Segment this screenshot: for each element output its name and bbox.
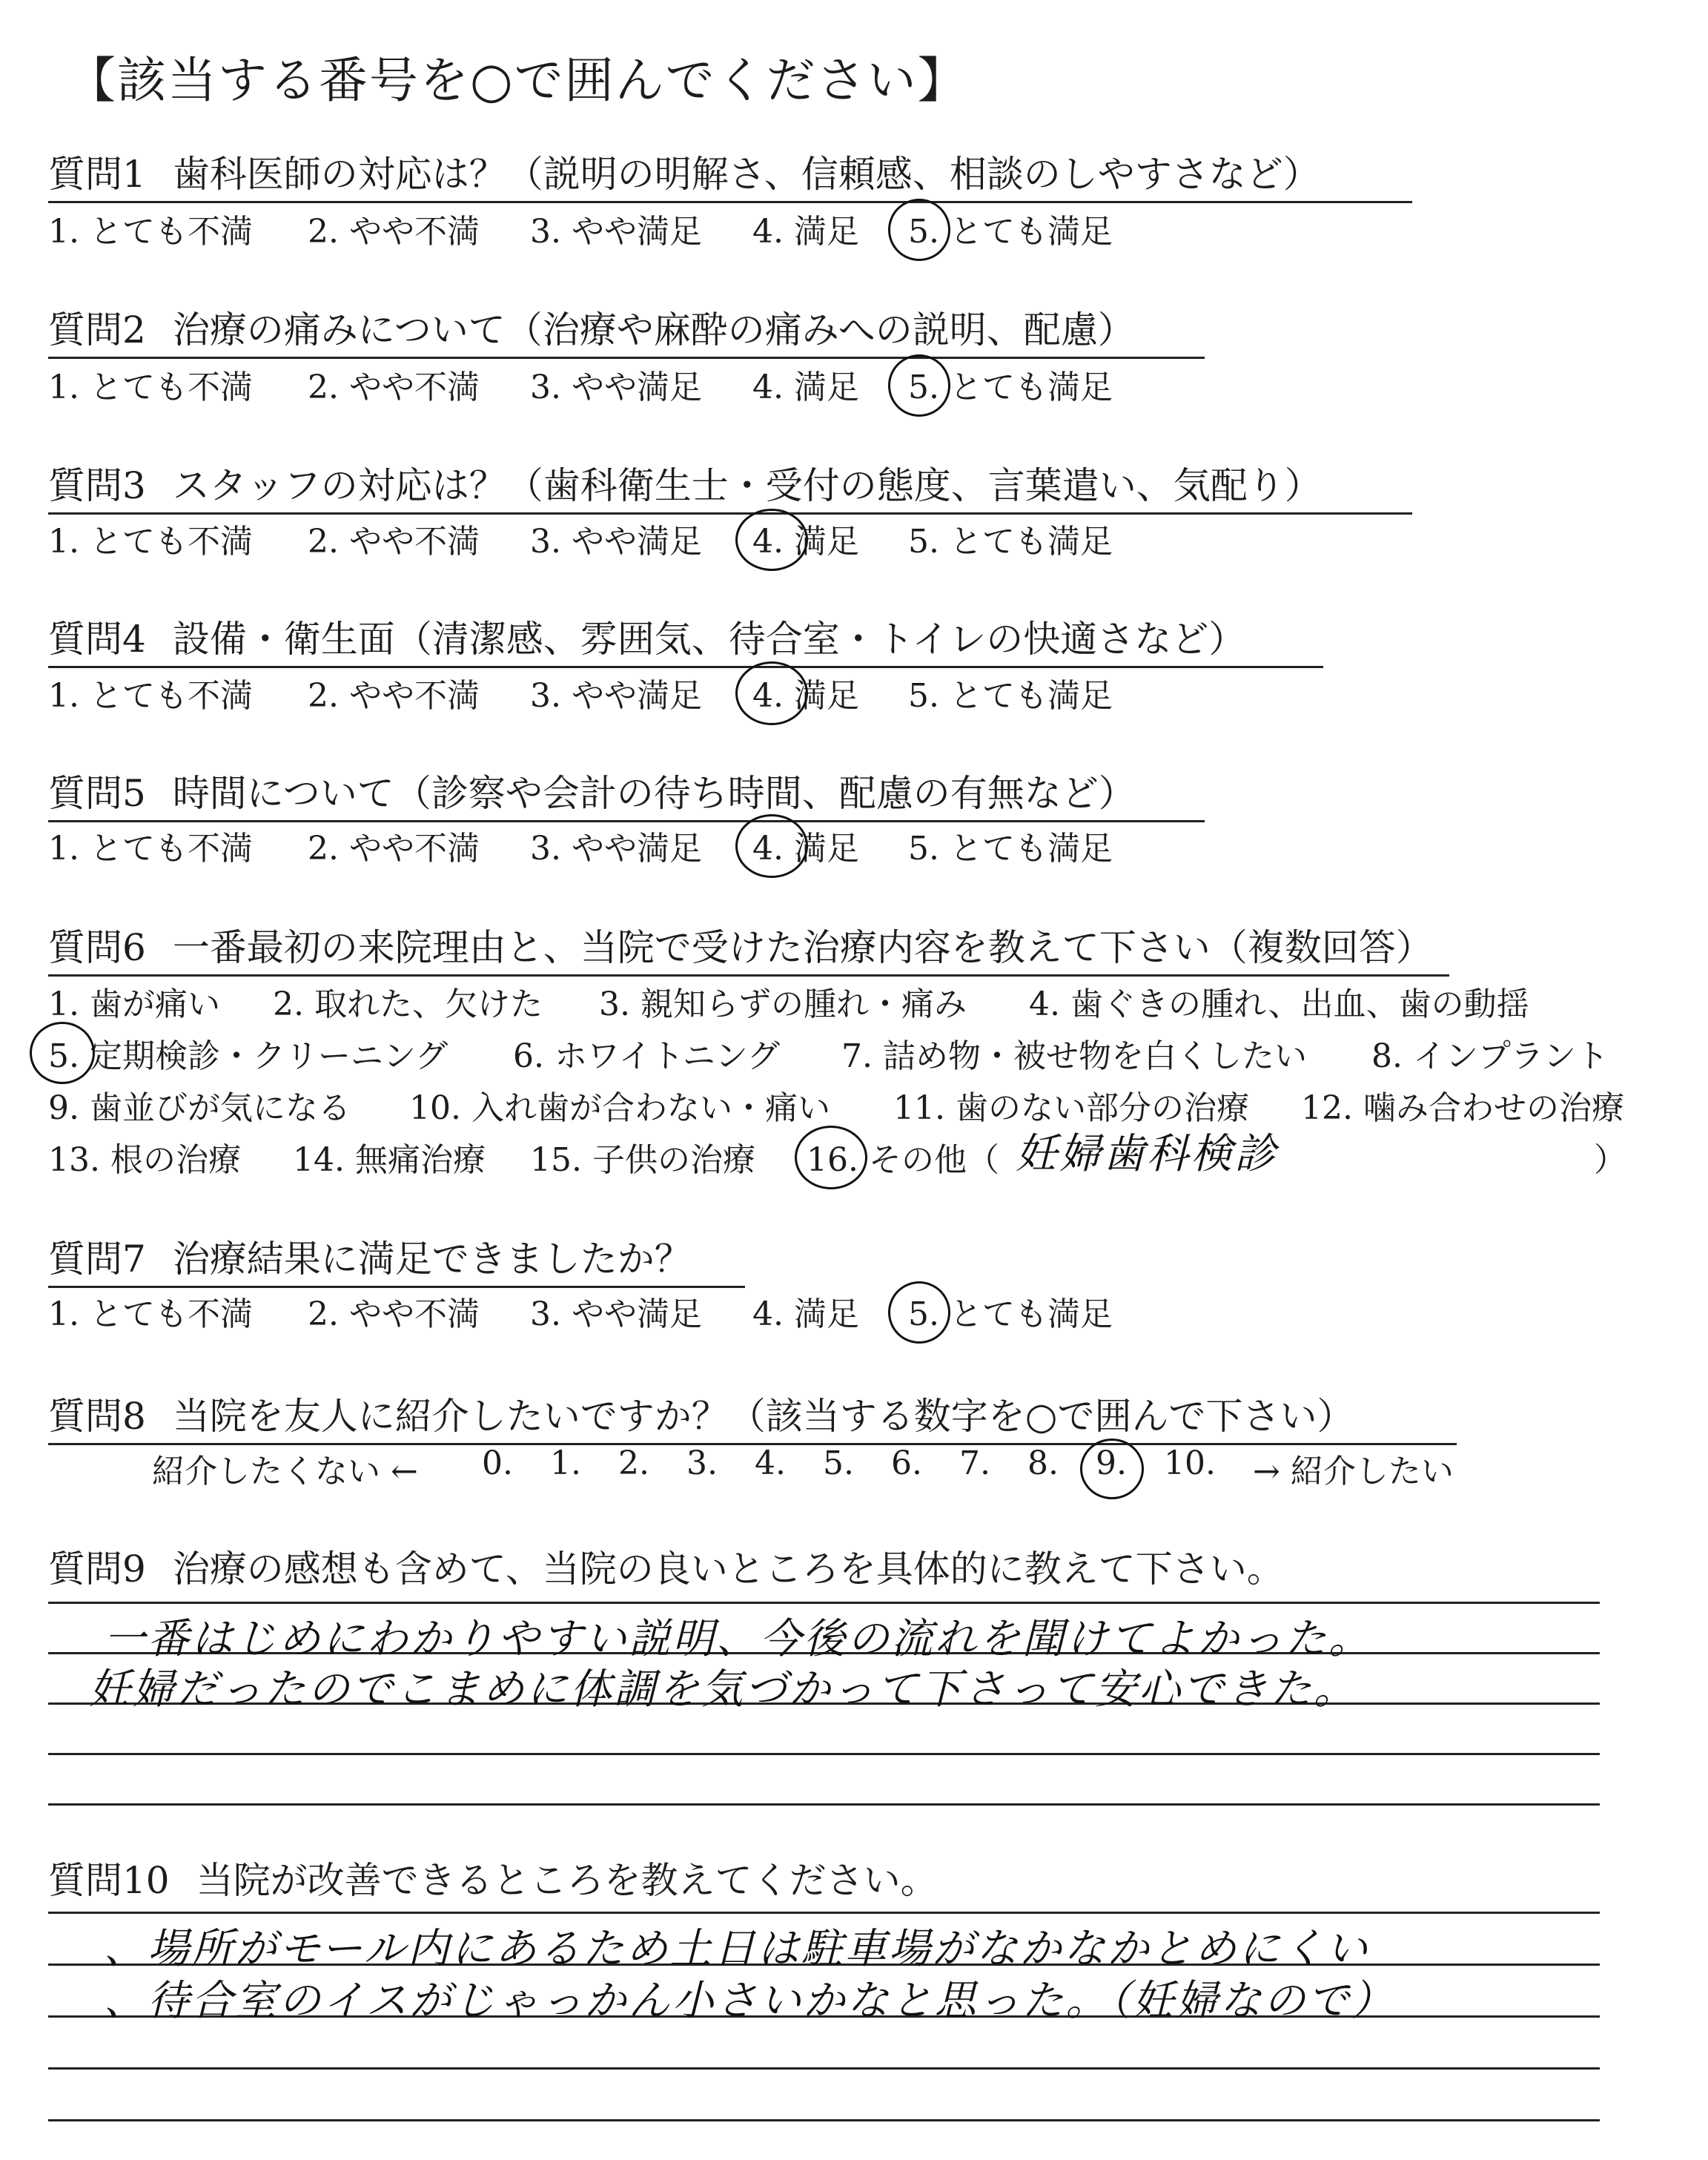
q8-scale-5[interactable]: 5. [823,1444,854,1482]
page-title: 【該当する番号を○で囲んでください】 [67,52,968,109]
q6-option-15[interactable]: 15. 子供の治療 [530,1141,755,1179]
q3-option-4[interactable]: 4. 満足 [752,523,859,561]
q7-option-1[interactable]: 1. とても不満 [48,1295,253,1333]
q6-option-6[interactable]: 6. ホワイトニング [513,1037,781,1075]
q7-option-2[interactable]: 2. やや不満 [308,1295,480,1333]
q5-option-4[interactable]: 4. 満足 [752,830,859,868]
question-7-text: 治療結果に満足できましたか？ [172,1238,692,1281]
question-3-text: スタッフの対応は？（歯科衛生士・受付の態度、言葉遣い、気配り） [172,464,1322,507]
question-8-label: 質問8 [48,1395,146,1438]
q3-option-2[interactable]: 2. やや不満 [308,523,480,561]
q1-option-5[interactable]: 5. とても満足 [908,213,1113,251]
q2-option-3[interactable]: 3. やや満足 [530,369,702,406]
q2-option-1[interactable]: 1. とても不満 [48,369,253,406]
q3-option-3[interactable]: 3. やや満足 [530,523,702,561]
q4-option-2[interactable]: 2. やや不満 [308,677,480,715]
question-7-label: 質問7 [48,1238,146,1281]
question-9-label: 質問9 [48,1548,146,1591]
q7-selection-circle [888,1281,950,1344]
q3-option-1[interactable]: 1. とても不満 [48,523,253,561]
q2-selection-circle [888,354,950,417]
q3-selection-circle [735,509,808,571]
q1-option-2[interactable]: 2. やや不満 [308,213,480,251]
q5-selection-circle [735,814,808,878]
question-6-text: 一番最初の来院理由と、当院で受けた治療内容を教えて下さい（複数回答） [172,926,1433,969]
q6-option-2[interactable]: 2. 取れた、欠けた [273,985,543,1023]
q8-left-label: 紹介したくない ← [152,1453,418,1490]
q2-option-5[interactable]: 5. とても満足 [908,369,1113,406]
q6-option-5[interactable]: 5. 定期検診・クリーニング [48,1037,448,1075]
q8-scale-10[interactable]: 10. [1164,1444,1216,1482]
q4-selection-circle [735,661,808,725]
question-2-text: 治療の痛みについて（治療や麻酔の痛みへの説明、配慮） [172,308,1135,351]
question-1-heading [48,145,1412,203]
q9-answer-line-1 [48,1602,1600,1604]
q6-option-4[interactable]: 4. 歯ぐきの腫れ、出血、歯の動揺 [1029,985,1529,1023]
question-4-text: 設備・衛生面（清潔感、雰囲気、待合室・トイレの快適さなど） [172,618,1246,661]
q6-option-13[interactable]: 13. 根の治療 [48,1141,241,1179]
q10-answer-text-2[interactable]: 、待合室のイスがじゃっかん小さいかなと思った。（妊婦なので） [104,1977,1395,2025]
q4-option-1[interactable]: 1. とても不満 [48,677,253,715]
q1-option-1[interactable]: 1. とても不満 [48,213,253,251]
q7-option-3[interactable]: 3. やや満足 [530,1295,702,1333]
question-10-heading [48,1851,938,1904]
question-3-heading [48,456,1412,515]
question-7-heading [48,1229,745,1288]
question-4-heading [48,610,1323,668]
question-9-heading [48,1539,1284,1593]
question-10-text: 当院が改善できるところを教えてください。 [196,1859,938,1902]
q6-option-8[interactable]: 8. インプラント [1371,1037,1609,1075]
q5-option-5[interactable]: 5. とても満足 [908,830,1113,868]
q3-option-5[interactable]: 5. とても満足 [908,523,1113,561]
q8-scale-9[interactable]: 9. [1096,1444,1127,1482]
q8-scale-0[interactable]: 0. [482,1444,513,1482]
q10-answer-line-5 [48,2119,1600,2121]
q8-scale-3[interactable]: 3. [686,1444,718,1482]
q6-option-16-selection-circle [795,1126,867,1189]
question-5-text: 時間について（診察や会計の待ち時間、配慮の有無など） [172,772,1136,815]
q5-option-3[interactable]: 3. やや満足 [530,830,702,868]
q2-option-4[interactable]: 4. 満足 [752,369,859,406]
q7-option-5[interactable]: 5. とても満足 [908,1295,1113,1333]
question-9-text: 治療の感想も含めて、当院の良いところを具体的に教えて下さい。 [172,1548,1284,1591]
q6-option-3[interactable]: 3. 親知らずの腫れ・痛み [599,985,967,1023]
question-1-text: 歯科医師の対応は？（説明の明解さ、信頼感、相談のしやすさなど） [172,153,1320,196]
q10-answer-line-1 [48,1912,1600,1914]
question-2-heading [48,300,1205,359]
q4-option-3[interactable]: 3. やや満足 [530,677,702,715]
q6-option-11[interactable]: 11. 歯のない部分の治療 [893,1089,1249,1127]
q6-other-answer[interactable]: 妊婦歯科検診 [1016,1130,1278,1178]
q8-scale-6[interactable]: 6. [891,1444,922,1482]
q6-option-9[interactable]: 9. 歯並びが気になる [48,1089,351,1127]
q8-selection-circle [1080,1439,1144,1499]
q6-option-14[interactable]: 14. 無痛治療 [293,1141,486,1179]
q5-option-1[interactable]: 1. とても不満 [48,830,253,868]
q7-option-4[interactable]: 4. 満足 [752,1295,859,1333]
q6-option-7[interactable]: 7. 詰め物・被せ物を白くしたい [841,1037,1307,1075]
question-10-label: 質問10 [48,1859,170,1902]
q8-scale-4[interactable]: 4. [755,1444,786,1482]
question-1-label: 質問1 [48,153,146,196]
question-6-label: 質問6 [48,926,146,969]
q9-answer-line-4 [48,1753,1600,1755]
q6-option-5-selection-circle [30,1022,95,1084]
question-6-heading [48,918,1449,977]
q8-scale-7[interactable]: 7. [959,1444,990,1482]
q4-option-5[interactable]: 5. とても満足 [908,677,1113,715]
q9-answer-line-5 [48,1803,1600,1806]
q5-option-2[interactable]: 2. やや不満 [308,830,480,868]
question-8-heading [48,1387,1457,1445]
q8-scale-2[interactable]: 2. [618,1444,649,1482]
q6-option-16[interactable]: 16. その他（ [807,1141,999,1179]
q4-option-4[interactable]: 4. 満足 [752,677,859,715]
question-3-label: 質問3 [48,464,146,507]
q6-option-12[interactable]: 12. 噛み合わせの治療 [1301,1089,1624,1127]
q1-option-4[interactable]: 4. 満足 [752,213,859,251]
question-5-label: 質問5 [48,772,146,815]
q9-answer-text-2[interactable]: 妊婦だったのでこまめに体調を気づかって下さって安心できた。 [89,1665,1357,1714]
question-4-label: 質問4 [48,618,146,661]
q6-option-10[interactable]: 10. 入れ歯が合わない・痛い [409,1089,830,1127]
q10-answer-text-1[interactable]: 、場所がモール内にあるため土日は駐車場がなかなかとめにくい [104,1925,1370,1973]
q1-option-3[interactable]: 3. やや満足 [530,213,702,251]
q6-option-1[interactable]: 1. 歯が痛い [48,985,220,1023]
q8-scale-8[interactable]: 8. [1027,1444,1059,1482]
question-2-label: 質問2 [48,308,146,351]
q2-option-2[interactable]: 2. やや不満 [308,369,480,406]
q6-other-close-paren: ） [1594,1141,1626,1179]
question-5-heading [48,764,1205,822]
q1-selection-circle [888,199,950,261]
q10-answer-line-4 [48,2067,1600,2070]
q9-answer-text-1[interactable]: 一番はじめにわかりやすい説明、今後の流れを聞けてよかった。 [104,1615,1372,1663]
q8-scale-1[interactable]: 1. [550,1444,581,1482]
question-8-text: 当院を友人に紹介したいですか？（該当する数字を○で囲んで下さい） [172,1395,1354,1438]
q8-right-label: → 紹介したい [1253,1453,1454,1490]
